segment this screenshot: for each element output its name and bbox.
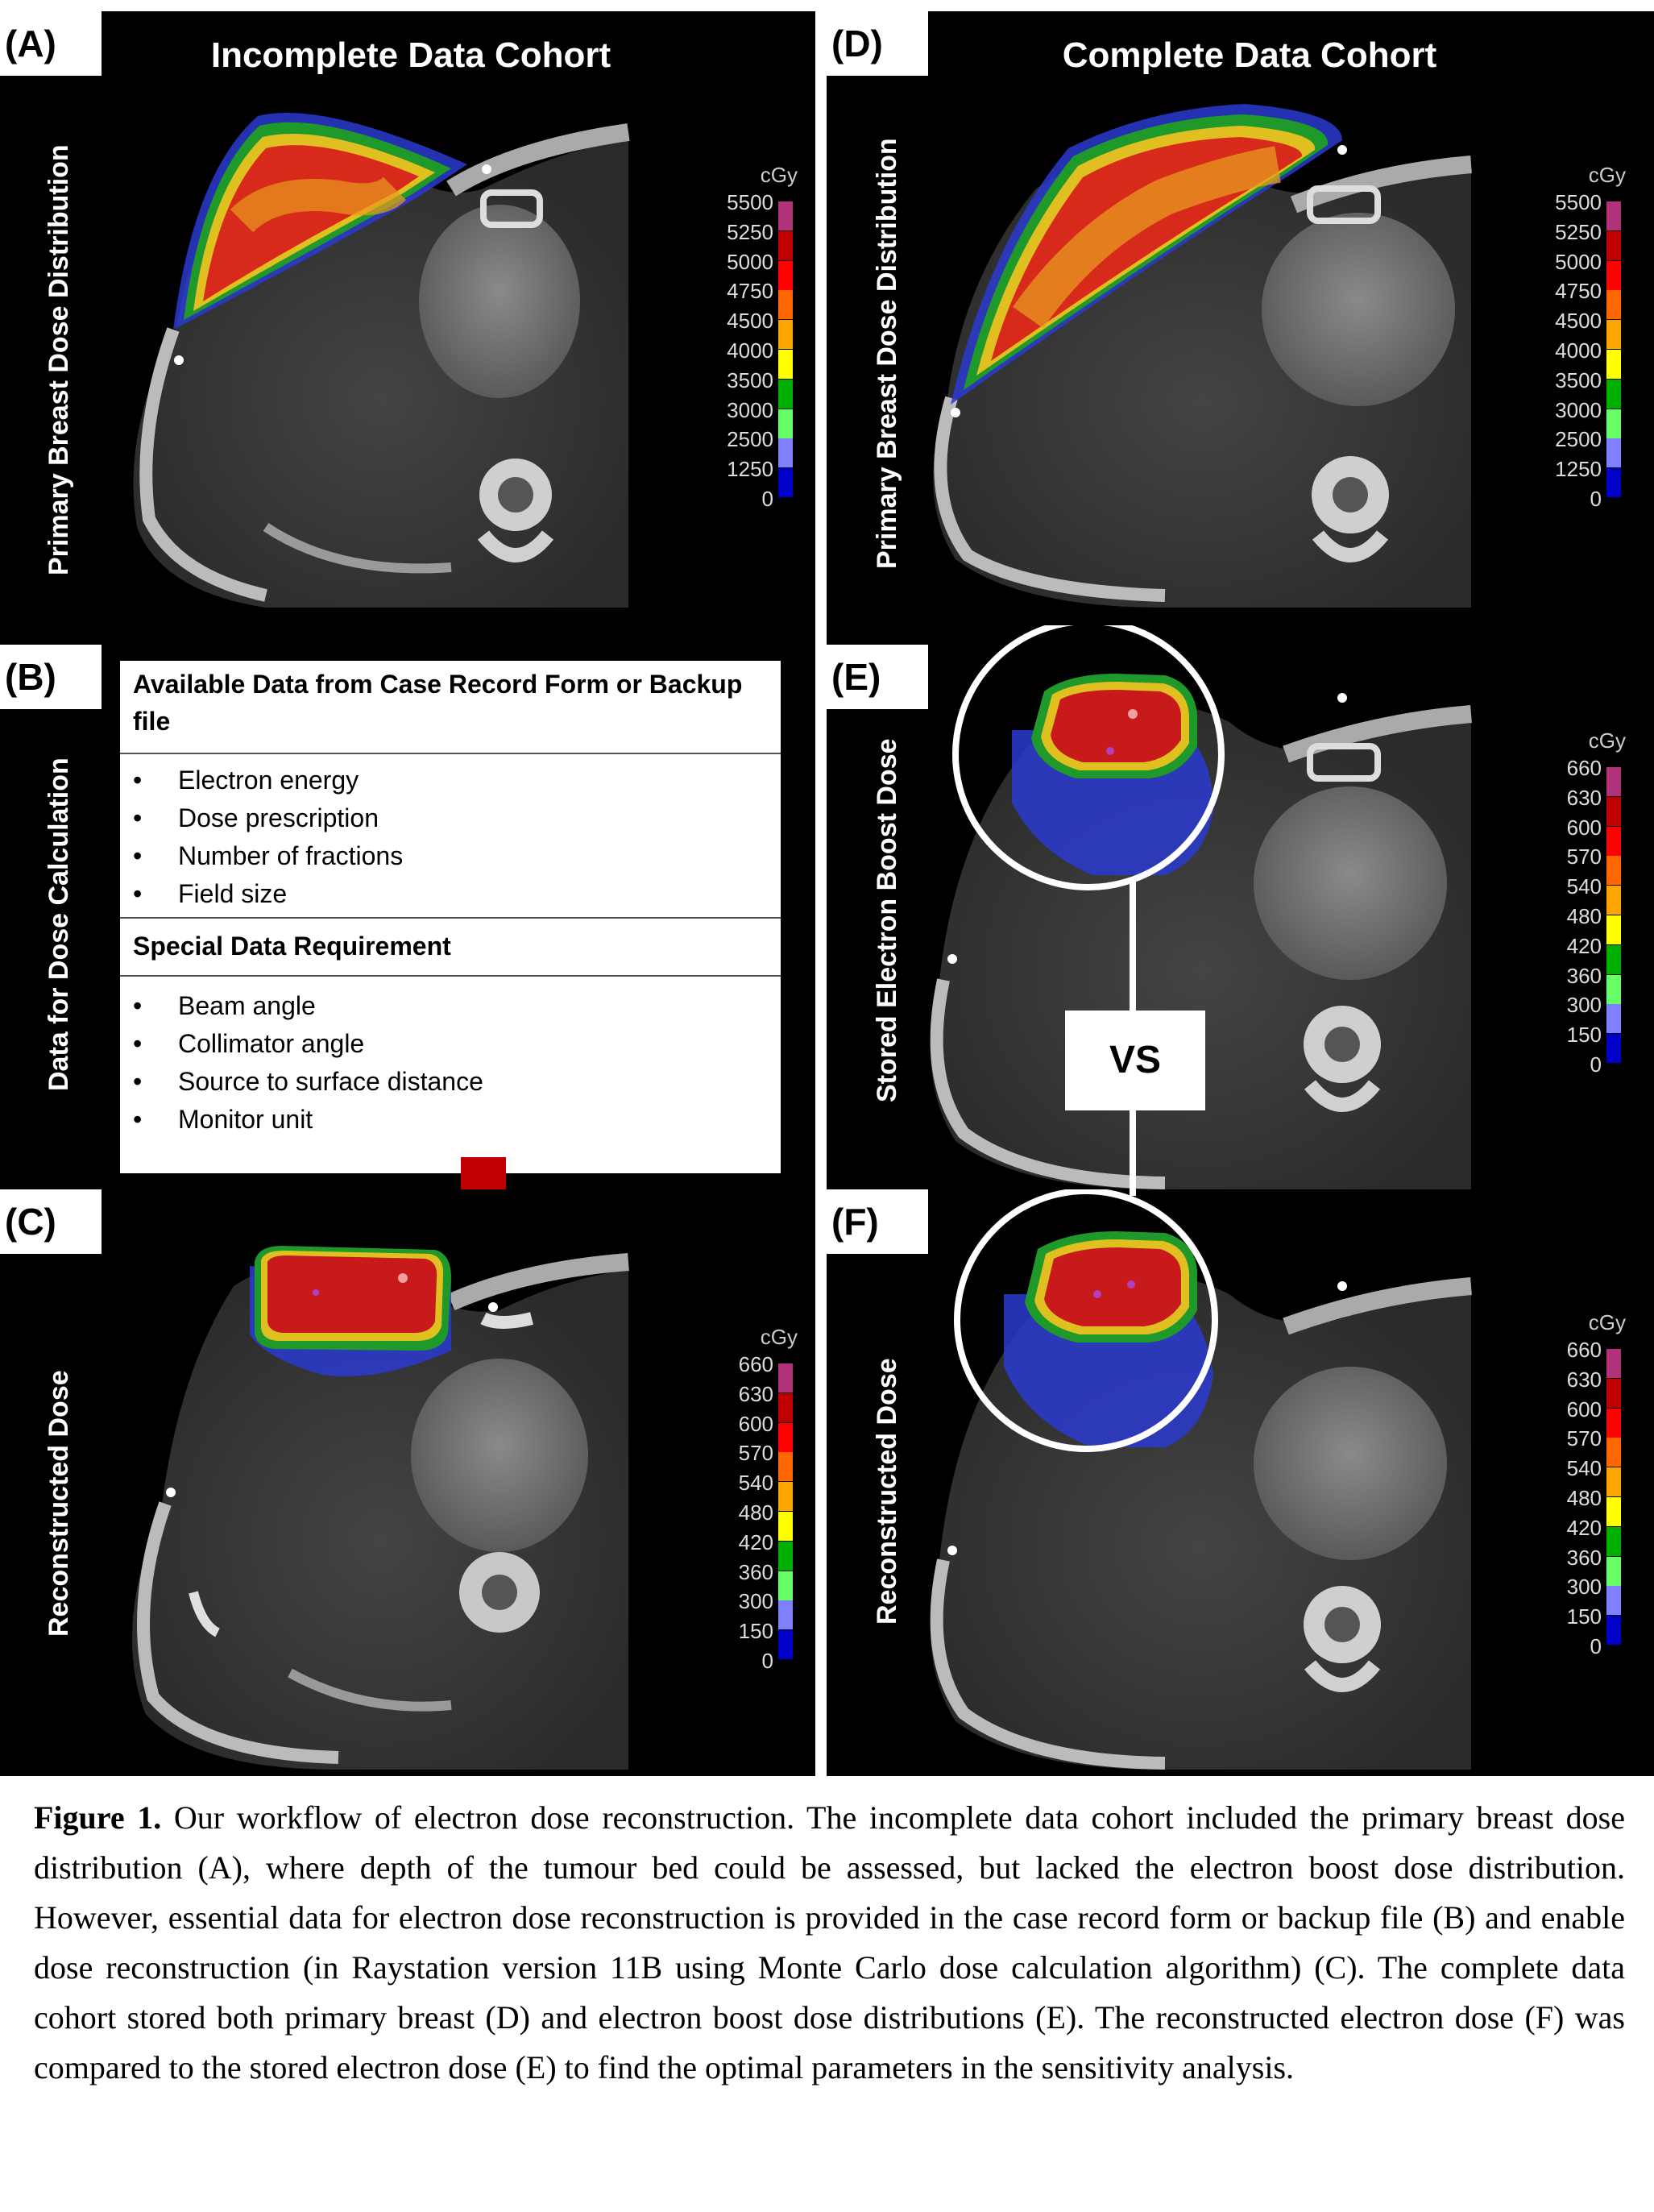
legend-value: 600 xyxy=(1566,1397,1602,1421)
legend-swatch xyxy=(1606,1409,1621,1438)
legend-row xyxy=(1521,1604,1634,1645)
data-item: • Dose prescription xyxy=(133,803,379,832)
legend-e xyxy=(1521,728,1634,1083)
legend-swatch xyxy=(1606,1586,1621,1615)
legend-c xyxy=(693,1325,806,1679)
legend-value: 150 xyxy=(1566,1604,1602,1629)
legend-value: 300 xyxy=(1566,993,1602,1018)
legend-swatch xyxy=(1606,468,1621,497)
data-item: • Electron energy xyxy=(133,766,359,795)
panel-f-vertical-label: Reconstructed Dose xyxy=(872,1358,902,1625)
legend-value: 5000 xyxy=(1555,249,1602,274)
legend-value: 540 xyxy=(1566,874,1602,899)
legend-swatch xyxy=(1606,1557,1621,1586)
legend-swatch xyxy=(778,231,793,260)
legend-value: 4500 xyxy=(1555,309,1602,334)
legend-swatch xyxy=(778,261,793,290)
legend-value: 4500 xyxy=(727,309,773,334)
legend-unit: cGy xyxy=(1588,163,1626,187)
legend-swatch xyxy=(778,1423,793,1452)
legend-swatch xyxy=(1606,350,1621,379)
data-table-header-special-text: Special Data Requirement xyxy=(133,932,451,961)
legend-value: 1250 xyxy=(727,457,773,482)
legend-swatch xyxy=(1606,827,1621,856)
panel-d-vertical-label: Primary Breast Dose Distribution xyxy=(872,138,902,569)
legend-row xyxy=(693,1619,806,1659)
legend-value: 3500 xyxy=(727,367,773,392)
legend-swatch xyxy=(778,1363,793,1392)
panel-d xyxy=(827,11,1654,625)
panel-c-vertical-label: Reconstructed Dose xyxy=(44,1370,74,1637)
panel-e-letter: (E) xyxy=(827,645,928,709)
legend-swatch xyxy=(778,1542,793,1571)
legend-value: 0 xyxy=(761,487,773,511)
legend-swatch xyxy=(778,1452,793,1481)
legend-row xyxy=(1521,1634,1634,1675)
legend-value: 5500 xyxy=(727,190,773,214)
legend-swatch xyxy=(778,1630,793,1659)
legend-value: 660 xyxy=(1566,756,1602,780)
legend-swatch xyxy=(1606,1034,1621,1063)
legend-f xyxy=(1521,1310,1634,1665)
legend-swatch xyxy=(1606,767,1621,796)
legend-value: 480 xyxy=(1566,904,1602,928)
legend-swatch xyxy=(778,290,793,319)
data-item: • Number of fractions xyxy=(133,841,404,870)
legend-value: 5250 xyxy=(1555,219,1602,244)
legend-swatch xyxy=(778,1571,793,1600)
legend-value: 600 xyxy=(738,1411,773,1436)
legend-swatch xyxy=(1606,945,1621,974)
data-item: • Monitor unit xyxy=(133,1105,313,1134)
panel-d-letter: (D) xyxy=(827,11,928,76)
legend-value: 0 xyxy=(761,1649,773,1673)
figure-caption xyxy=(34,1793,1625,2093)
legend-swatch xyxy=(778,409,793,438)
legend-swatch xyxy=(778,1512,793,1541)
data-table-header-available-text: Available Data from Case Record Form or Backup file xyxy=(133,670,743,736)
legend-swatch xyxy=(1606,1497,1621,1526)
panel-c-letter: (C) xyxy=(0,1189,102,1254)
legend-value: 480 xyxy=(1566,1486,1602,1510)
legend-swatch xyxy=(1606,409,1621,438)
panel-f xyxy=(827,1189,1654,1776)
legend-swatch xyxy=(1606,320,1621,349)
legend-swatch xyxy=(778,1482,793,1511)
panel-b-letter: (B) xyxy=(0,645,102,709)
legend-swatch xyxy=(1606,856,1621,885)
legend-value: 360 xyxy=(738,1559,773,1584)
panel-d-title: Complete Data Cohort xyxy=(1062,35,1437,75)
panel-e xyxy=(827,625,1654,1189)
legend-value: 0 xyxy=(1590,487,1602,511)
legend-swatch xyxy=(1606,438,1621,467)
legend-value: 630 xyxy=(1566,785,1602,810)
data-item: • Collimator angle xyxy=(133,1029,365,1058)
legend-value: 630 xyxy=(1566,1367,1602,1392)
legend-swatch xyxy=(1606,1527,1621,1556)
legend-value: 360 xyxy=(1566,963,1602,988)
legend-swatch xyxy=(778,380,793,409)
legend-swatch xyxy=(1606,886,1621,915)
legend-unit: cGy xyxy=(1588,1310,1626,1334)
legend-value: 3000 xyxy=(1555,397,1602,422)
panel-a xyxy=(0,11,815,625)
panel-a-title: Incomplete Data Cohort xyxy=(210,35,611,75)
legend-swatch xyxy=(1606,201,1621,230)
legend-value: 540 xyxy=(738,1471,773,1496)
legend-value: 570 xyxy=(1566,1426,1602,1451)
legend-a xyxy=(693,163,806,517)
legend-swatch xyxy=(778,201,793,230)
legend-value: 480 xyxy=(738,1500,773,1525)
panel-f-letter: (F) xyxy=(827,1189,928,1254)
data-item: • Beam angle xyxy=(133,991,316,1020)
legend-swatch xyxy=(1606,1349,1621,1378)
legend-swatch xyxy=(1606,1467,1621,1496)
data-table-header-available xyxy=(120,661,781,754)
legend-value: 660 xyxy=(1566,1338,1602,1362)
legend-swatch xyxy=(778,350,793,379)
legend-value: 150 xyxy=(738,1619,773,1644)
legend-value: 3000 xyxy=(727,397,773,422)
legend-row xyxy=(693,1649,806,1689)
legend-value: 540 xyxy=(1566,1456,1602,1481)
legend-swatch xyxy=(1606,380,1621,409)
legend-swatch xyxy=(1606,1616,1621,1645)
caption-lead: Figure 1. xyxy=(34,1799,162,1836)
legend-value: 0 xyxy=(1590,1634,1602,1658)
vs-label: VS xyxy=(1065,1011,1205,1110)
legend-value: 570 xyxy=(738,1441,773,1466)
legend-row xyxy=(1521,457,1634,497)
legend-value: 600 xyxy=(1566,815,1602,840)
data-table xyxy=(119,660,781,1174)
legend-row xyxy=(693,457,806,497)
legend-swatch xyxy=(1606,797,1621,826)
panel-a-vertical-label: Primary Breast Dose Distribution xyxy=(44,144,74,575)
legend-value: 5000 xyxy=(727,249,773,274)
legend-value: 0 xyxy=(1590,1052,1602,1077)
legend-swatch xyxy=(778,1393,793,1422)
legend-swatch xyxy=(778,320,793,349)
panel-b-vertical-label: Data for Dose Calculation xyxy=(44,757,74,1091)
legend-d xyxy=(1521,163,1634,517)
legend-value: 4000 xyxy=(727,338,773,363)
legend-value: 300 xyxy=(738,1589,773,1614)
down-arrow-icon xyxy=(435,1157,532,1189)
legend-swatch xyxy=(778,468,793,497)
legend-swatch xyxy=(1606,915,1621,944)
legend-value: 570 xyxy=(1566,845,1602,869)
legend-value: 2500 xyxy=(727,427,773,452)
legend-value: 4000 xyxy=(1555,338,1602,363)
legend-value: 5500 xyxy=(1555,190,1602,214)
legend-value: 4750 xyxy=(727,279,773,304)
panel-a-letter: (A) xyxy=(0,11,102,76)
legend-row xyxy=(1521,487,1634,527)
comparison-connector xyxy=(1130,1185,1136,1196)
legend-swatch xyxy=(778,438,793,467)
legend-unit: cGy xyxy=(760,1325,798,1349)
legend-swatch xyxy=(1606,261,1621,290)
legend-unit: cGy xyxy=(760,163,798,187)
legend-value: 420 xyxy=(1566,933,1602,958)
legend-value: 300 xyxy=(1566,1575,1602,1600)
legend-value: 420 xyxy=(738,1529,773,1554)
legend-swatch xyxy=(1606,1379,1621,1408)
legend-row xyxy=(693,487,806,527)
data-item: • Field size xyxy=(133,879,288,908)
legend-value: 150 xyxy=(1566,1023,1602,1048)
panel-b xyxy=(0,625,815,1189)
data-table-header-special xyxy=(120,917,781,977)
legend-row xyxy=(1521,1023,1634,1063)
legend-value: 4750 xyxy=(1555,279,1602,304)
legend-value: 660 xyxy=(738,1352,773,1376)
data-item: • Source to surface distance xyxy=(133,1067,483,1096)
panel-e-vertical-label: Stored Electron Boost Dose xyxy=(872,738,902,1102)
legend-value: 3500 xyxy=(1555,367,1602,392)
legend-unit: cGy xyxy=(1588,728,1626,753)
legend-swatch xyxy=(1606,290,1621,319)
caption-text: Our workflow of electron dose reconstruction. The incomplete data cohort included the primary breast dose distribution (A), where depth of the tumour bed could be assessed, but lacked the electron boost dose distribution. However, essential data for electron dose reconstruction is provided in the case record form or backup file (B) and enable dose reconstruction (in Raystation version 11B using Monte Carlo dose calculation algorithm) (C). The complete data cohort stored both primary breast (D) and electron boost dose distributions (E). The reconstructed electron dose (F) was compared to the stored electron dose (E) to find the optimal parameters in the sensitivity analysis. xyxy=(34,1799,1626,2085)
panel-c xyxy=(0,1189,815,1776)
legend-swatch xyxy=(1606,975,1621,1004)
legend-value: 1250 xyxy=(1555,457,1602,482)
legend-swatch xyxy=(778,1600,793,1629)
legend-value: 630 xyxy=(738,1381,773,1406)
legend-value: 360 xyxy=(1566,1545,1602,1570)
legend-swatch xyxy=(1606,1438,1621,1467)
legend-row xyxy=(1521,1052,1634,1093)
legend-swatch xyxy=(1606,231,1621,260)
legend-value: 2500 xyxy=(1555,427,1602,452)
legend-swatch xyxy=(1606,1004,1621,1033)
legend-value: 420 xyxy=(1566,1515,1602,1540)
legend-value: 5250 xyxy=(727,219,773,244)
